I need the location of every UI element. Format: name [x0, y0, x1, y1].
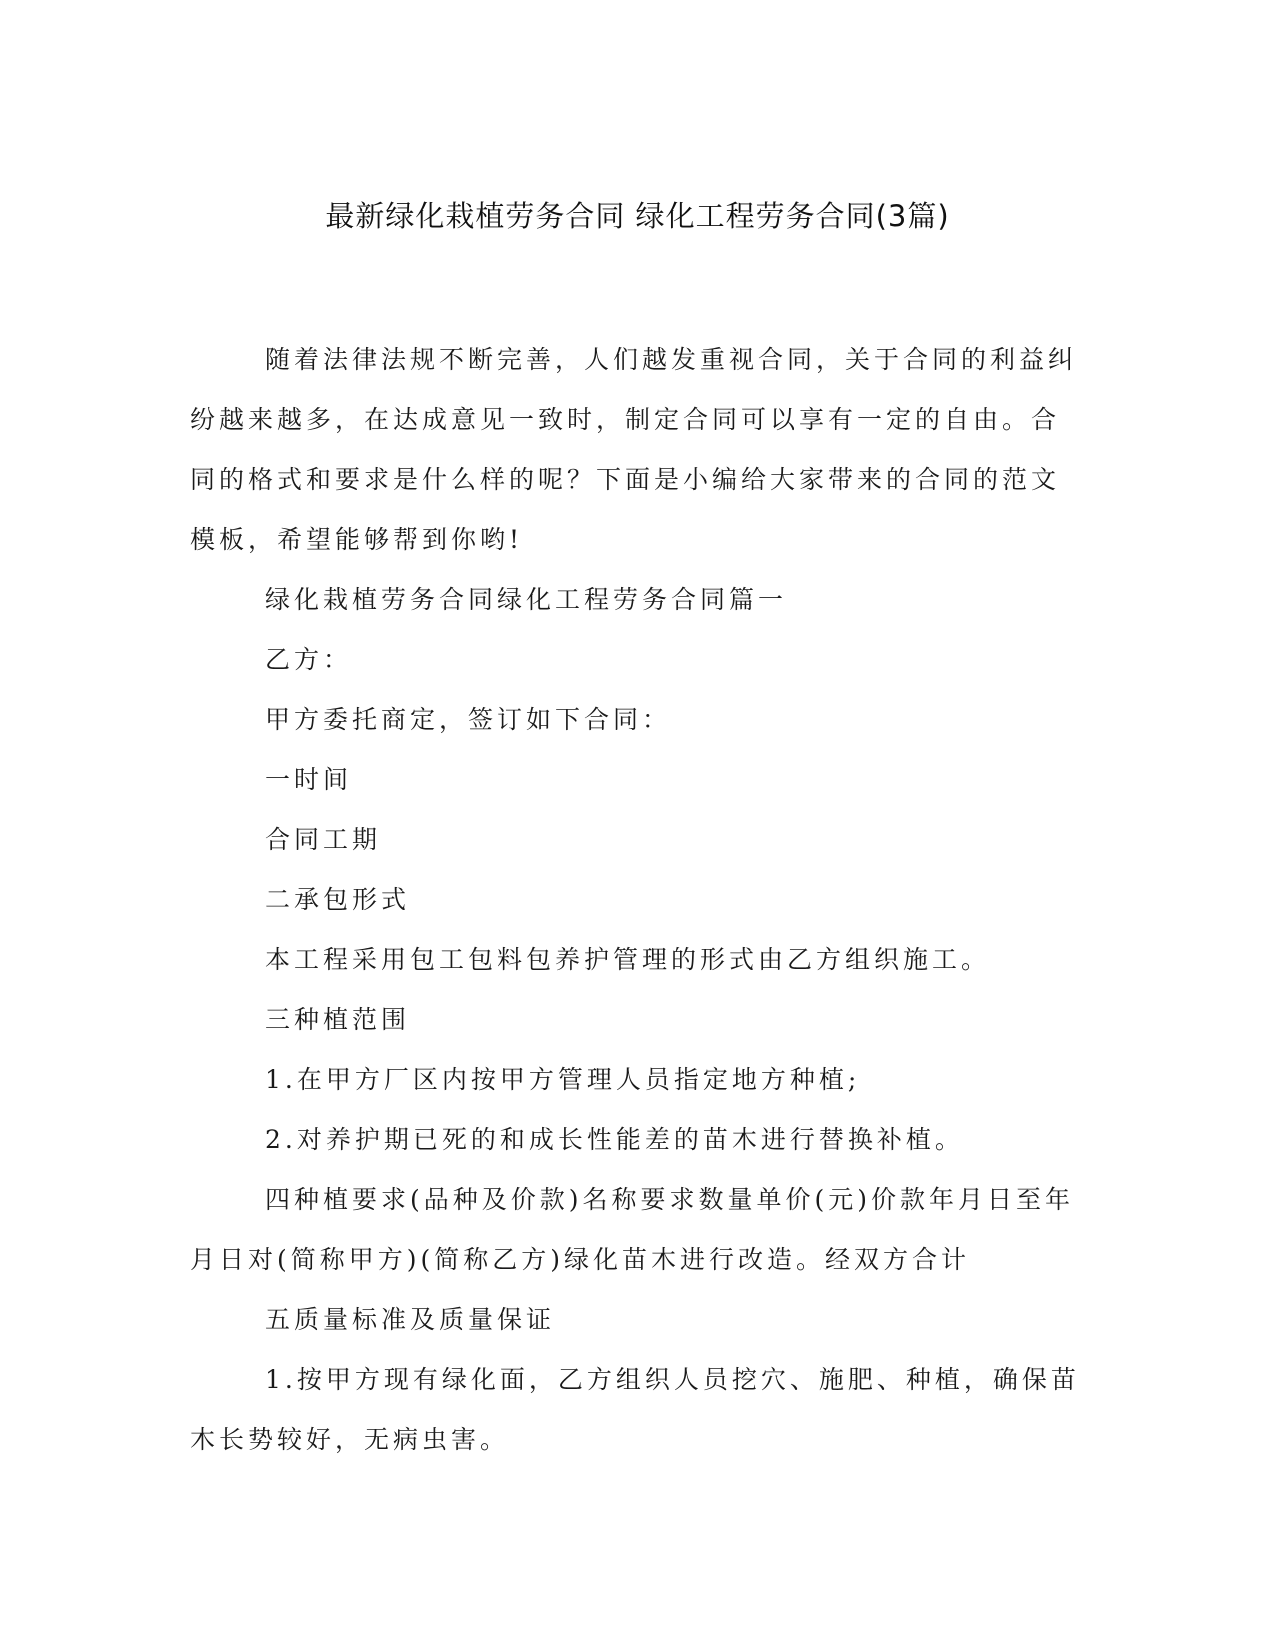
document-title: 最新绿化栽植劳务合同 绿化工程劳务合同(3篇): [325, 199, 950, 233]
clause-heading-time: 一时间: [265, 765, 353, 794]
clause-text-period: 合同工期: [265, 825, 382, 854]
agreement-line: 甲方委托商定，签订如下合同：: [265, 705, 672, 734]
quality-item-1: 1.按甲方现有绿化面，乙方组织人员挖穴、施肥、种植，确保苗木长势较好，无病虫害。: [190, 1365, 1080, 1454]
clause-planting-requirements: 四种植要求(品种及价款)名称要求数量单价(元)价款年月日至年月日对(简称甲方)(简称乙方)绿化苗木进行改造。经双方合计: [190, 1185, 1075, 1274]
section-heading-part-one: 绿化栽植劳务合同绿化工程劳务合同篇一: [265, 585, 788, 614]
document-body: [190, 330, 1080, 1470]
clause-heading-quality: 五质量标准及质量保证: [265, 1305, 556, 1334]
intro-paragraph: 随着法律法规不断完善，人们越发重视合同，关于合同的利益纠纷越来越多，在达成意见一致时，制定合同可以享有一定的自由。合同的格式和要求是什么样的呢？下面是小编给大家带来的合同的范文模板，希望能够帮到你哟!: [190, 345, 1078, 554]
clause-heading-planting-scope: 三种植范围: [265, 1005, 411, 1034]
scope-item-1: 1.在甲方厂区内按甲方管理人员指定地方种植;: [265, 1065, 861, 1094]
party-b-line: 乙方：: [265, 645, 353, 674]
scope-item-2: 2.对养护期已死的和成长性能差的苗木进行替换补植。: [265, 1125, 964, 1154]
clause-heading-contract-form: 二承包形式: [265, 885, 411, 914]
clause-text-contract-form: 本工程采用包工包料包养护管理的形式由乙方组织施工。: [265, 945, 991, 974]
